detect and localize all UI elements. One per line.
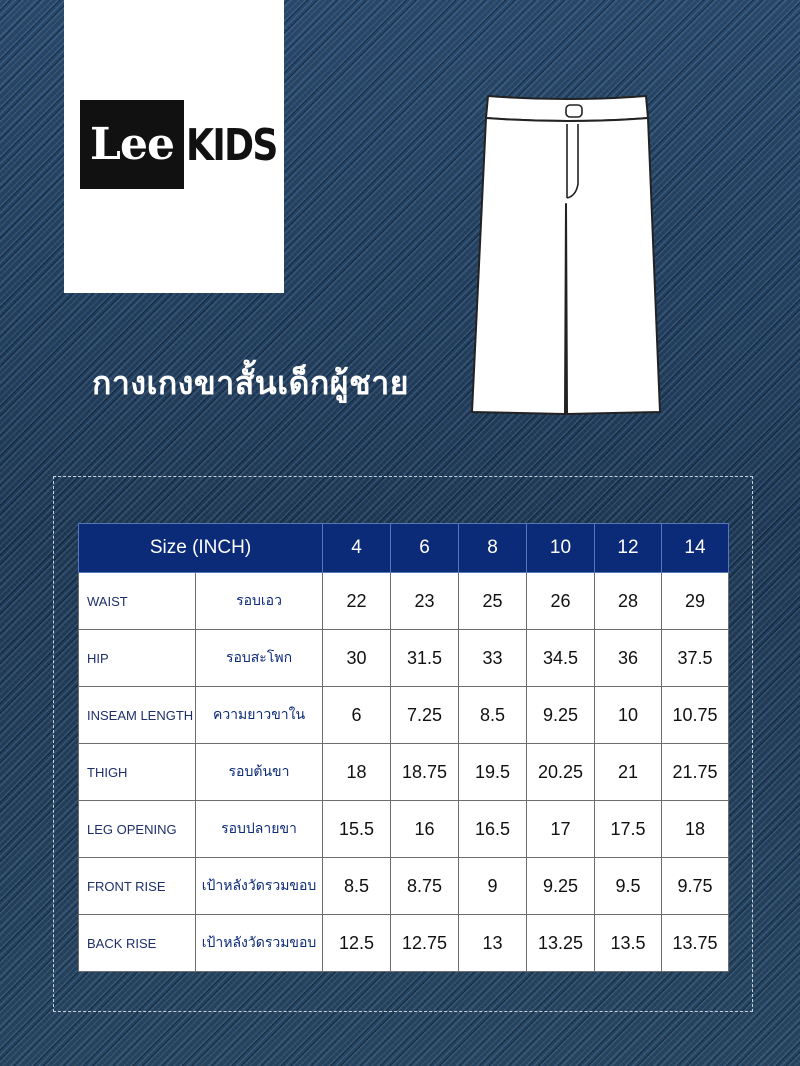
- size-col-header: 14: [662, 524, 729, 573]
- table-cell: 8.5: [323, 858, 391, 915]
- measurement-label-en: HIP: [79, 630, 196, 687]
- table-cell: 31.5: [391, 630, 459, 687]
- table-cell: 16.5: [459, 801, 527, 858]
- table-cell: 21.75: [662, 744, 729, 801]
- table-row: [79, 687, 729, 744]
- registered-mark: ®: [172, 104, 183, 117]
- table-row: [79, 801, 729, 858]
- table-row: [79, 630, 729, 687]
- measurement-label-th: รอบสะโพก: [196, 630, 323, 687]
- size-col-header: 8: [459, 524, 527, 573]
- measurement-label-en: LEG OPENING: [79, 801, 196, 858]
- table-row: [79, 915, 729, 972]
- table-cell: 21: [595, 744, 662, 801]
- measurement-label-en: FRONT RISE: [79, 858, 196, 915]
- table-cell: 8.75: [391, 858, 459, 915]
- measurement-label-th: ความยาวขาใน: [196, 687, 323, 744]
- table-cell: 28: [595, 573, 662, 630]
- measurement-label-th: เป้าหลังวัดรวมขอบ: [196, 915, 323, 972]
- table-cell: 22: [323, 573, 391, 630]
- table-cell: 10: [595, 687, 662, 744]
- size-chart-table: [78, 523, 729, 972]
- table-cell: 16: [391, 801, 459, 858]
- table-cell: 18.75: [391, 744, 459, 801]
- lee-logo: Lee: [80, 100, 184, 189]
- size-header-label: Size (INCH): [79, 524, 323, 573]
- measurement-label-th: รอบเอว: [196, 573, 323, 630]
- table-cell: 9.75: [662, 858, 729, 915]
- size-col-header: 6: [391, 524, 459, 573]
- size-col-header: 4: [323, 524, 391, 573]
- table-cell: 34.5: [527, 630, 595, 687]
- table-cell: 18: [662, 801, 729, 858]
- table-row: [79, 573, 729, 630]
- measurement-label-th: เป้าหลังวัดรวมขอบ: [196, 858, 323, 915]
- page-title: กางเกงขาสั้นเด็กผู้ชาย: [92, 364, 409, 402]
- table-cell: 19.5: [459, 744, 527, 801]
- measurement-label-en: INSEAM LENGTH: [79, 687, 196, 744]
- table-cell: 23: [391, 573, 459, 630]
- brand-logo-panel: [64, 0, 284, 293]
- table-cell: 33: [459, 630, 527, 687]
- table-cell: 25: [459, 573, 527, 630]
- table-cell: 36: [595, 630, 662, 687]
- table-cell: 10.75: [662, 687, 729, 744]
- measurement-label-en: THIGH: [79, 744, 196, 801]
- table-cell: 12.75: [391, 915, 459, 972]
- shorts-illustration: [470, 92, 665, 420]
- table-cell: 13.25: [527, 915, 595, 972]
- table-cell: 17: [527, 801, 595, 858]
- table-cell: 7.25: [391, 687, 459, 744]
- table-cell: 9.25: [527, 858, 595, 915]
- table-cell: 17.5: [595, 801, 662, 858]
- table-cell: 30: [323, 630, 391, 687]
- table-cell: 12.5: [323, 915, 391, 972]
- table-cell: 20.25: [527, 744, 595, 801]
- table-cell: 13.5: [595, 915, 662, 972]
- size-col-header: 10: [527, 524, 595, 573]
- size-col-header: 12: [595, 524, 662, 573]
- table-cell: 6: [323, 687, 391, 744]
- measurement-label-en: WAIST: [79, 573, 196, 630]
- table-cell: 29: [662, 573, 729, 630]
- table-cell: 9: [459, 858, 527, 915]
- table-cell: 13.75: [662, 915, 729, 972]
- table-cell: 37.5: [662, 630, 729, 687]
- table-row: [79, 744, 729, 801]
- kids-logo-text: KIDS: [186, 120, 277, 171]
- measurement-label-en: BACK RISE: [79, 915, 196, 972]
- table-cell: 9.5: [595, 858, 662, 915]
- table-cell: 15.5: [323, 801, 391, 858]
- table-header-row: [79, 524, 729, 573]
- measurement-label-th: รอบต้นขา: [196, 744, 323, 801]
- table-cell: 8.5: [459, 687, 527, 744]
- table-cell: 13: [459, 915, 527, 972]
- measurement-label-th: รอบปลายขา: [196, 801, 323, 858]
- table-cell: 26: [527, 573, 595, 630]
- table-cell: 18: [323, 744, 391, 801]
- table-row: [79, 858, 729, 915]
- table-cell: 9.25: [527, 687, 595, 744]
